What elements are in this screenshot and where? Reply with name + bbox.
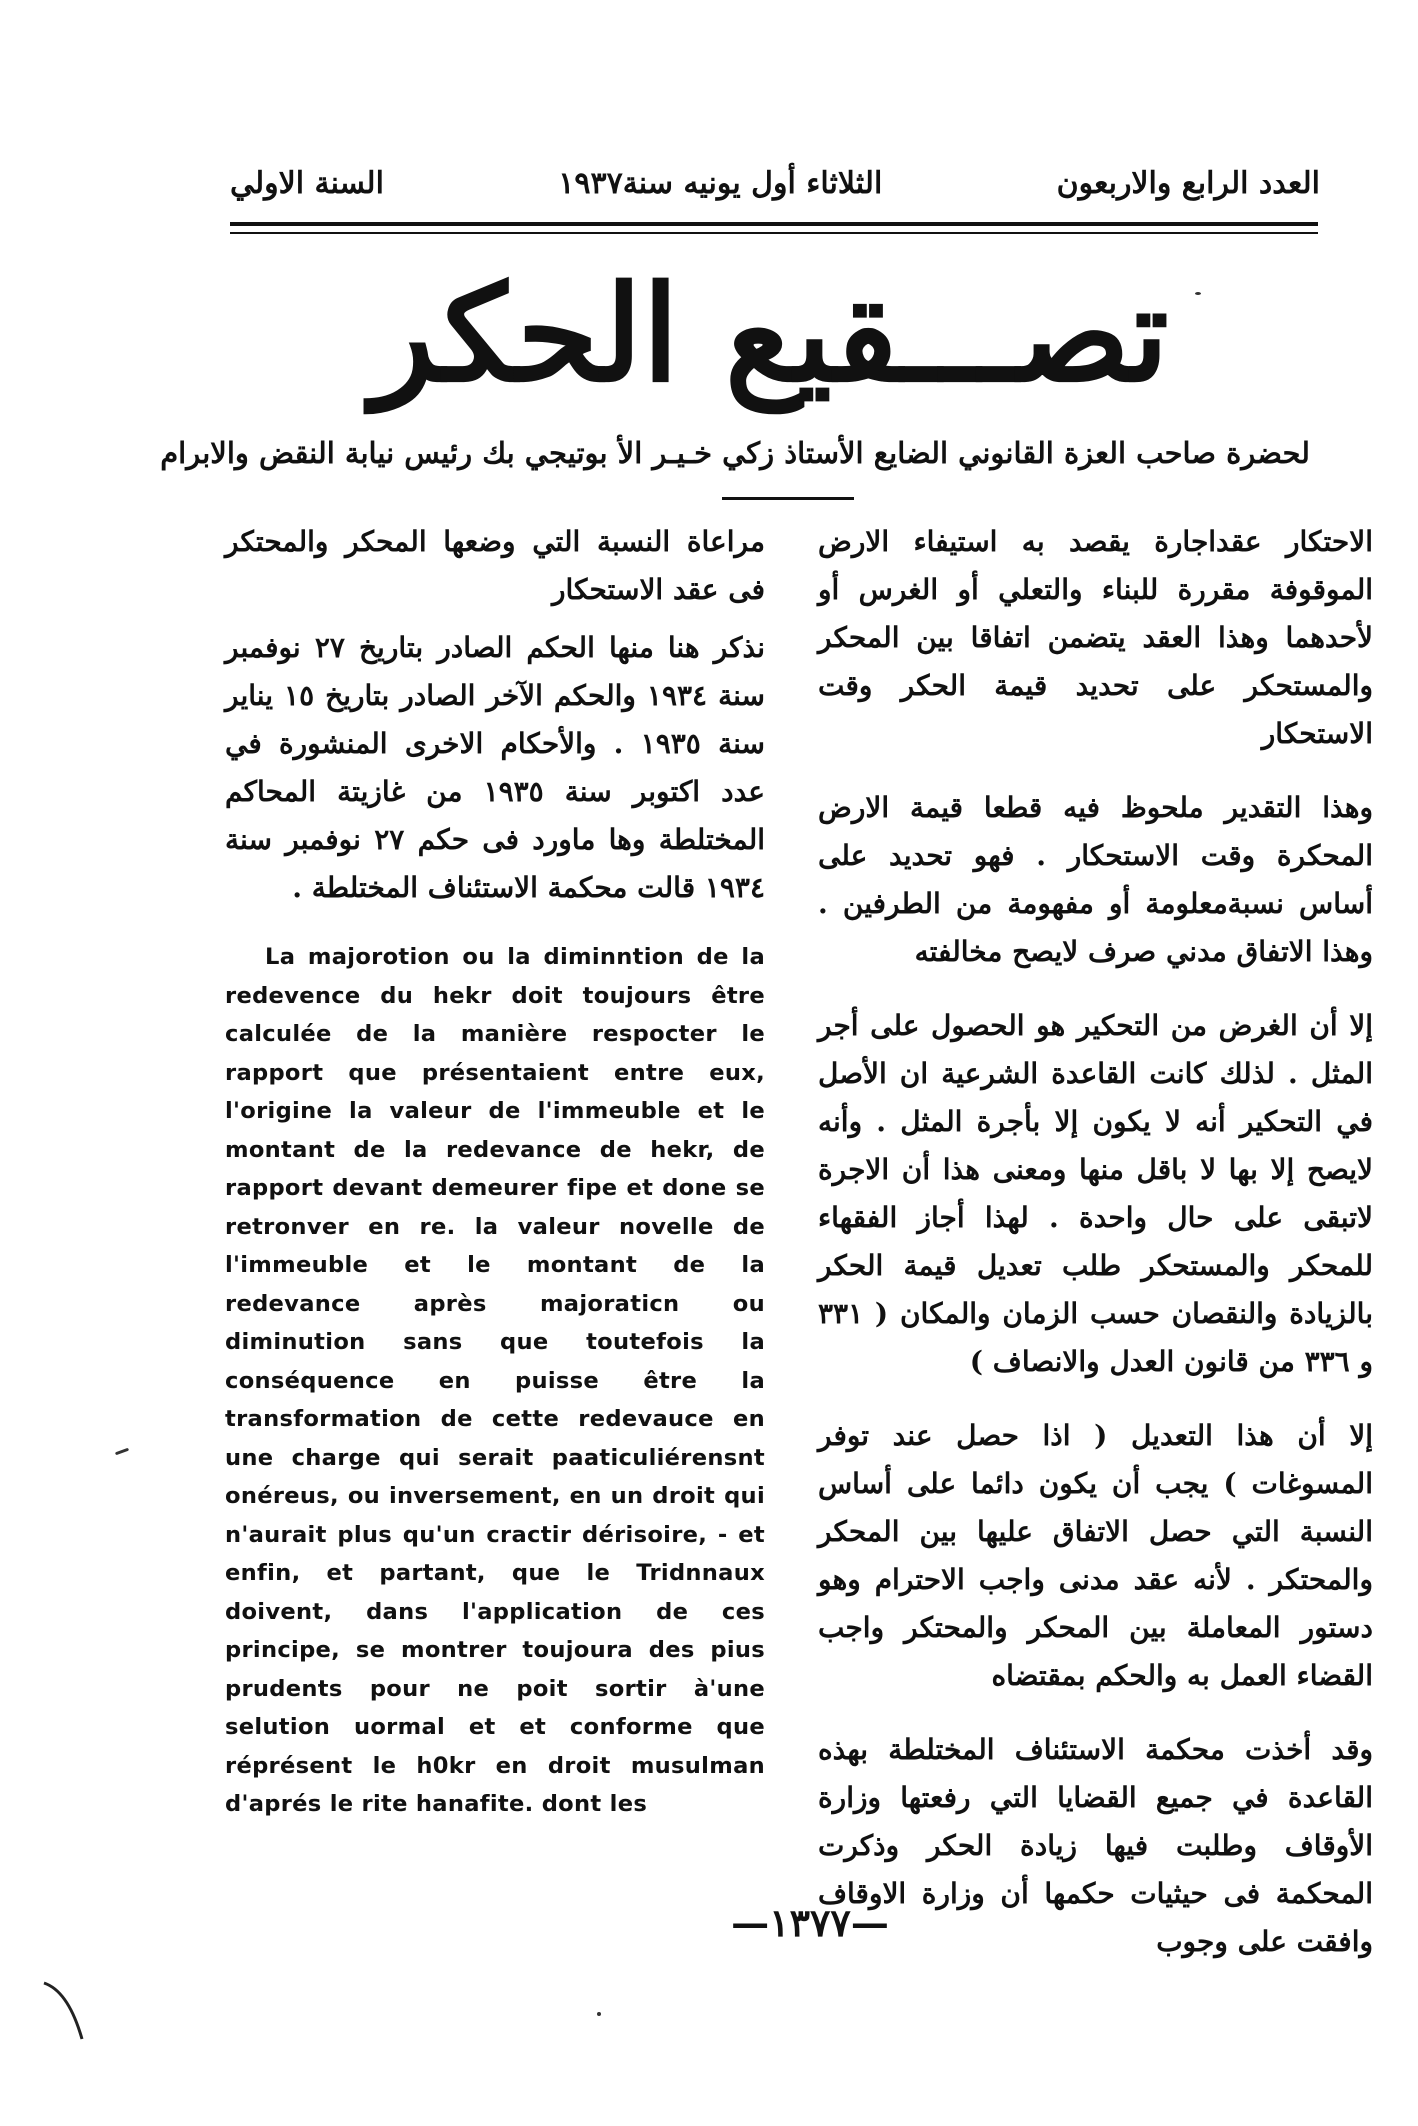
article-byline: لحضرة صاحب العزة القانوني الضايع الأستاذ زكي خـيـر الأ بوتيجي بك رئيس نيابة النقض والابرام: [160, 436, 1310, 470]
print-speck: [1195, 292, 1201, 295]
paragraph: نذكر هنا منها الحكم الصادر بتاريخ ٢٧ نوفمبر سنة ١٩٣٤ والحكم الآخر الصادر بتاريخ ١٥ يناير سنة ١٩٣٥ . والأحكام الاخرى المنشورة في عدد اكتوبر سنة ١٩٣٥ من غازيتة المحاكم المختلطة وها ماورد فى حكم ٢٧ نوفمبر سنة ١٩٣٤ قالت محكمة الاستئناف المختلطة .: [225, 631, 766, 904]
paragraph: إلا أن الغرض من التحكير هو الحصول على أجر المثل . لذلك كانت القاعدة الشرعية ان الأصل في التحكير أنه لا يكون إلا بأجرة المثل . وأنه لايصح إلا بها لا باقل منها ومعنى هذا أن الاجرة لاتبقى على حال واحدة . لهذا أجاز الفقهاء للمحكر والمستحكر طلب تعديل قيمة الحكر بالزيادة والنقصان حسب الزمان والمكان ( ٣٣١ و ٣٣٦ من قانون العدل والانصاف ): [818, 1009, 1373, 1378]
right-column: [818, 518, 1373, 1992]
byline-divider: [722, 497, 854, 500]
paragraph: وهذا التقدير ملحوظ فيه قطعا قيمة الارض المحكرة وقت الاستحكار . فهو تحديد على أساس نسبةمعلومة أو مفهومة من الطرفين . وهذا الاتفاق مدني صرف لايصح مخالفته: [818, 791, 1373, 968]
issue-date: الثلاثاء أول يونيه سنة١٩٣٧: [558, 165, 883, 201]
article-title: تصـــقيع الحكر: [371, 257, 1169, 412]
print-speck: [597, 2012, 601, 2016]
print-speck: [115, 1448, 129, 1456]
masthead: [230, 158, 1320, 208]
paragraph: إلا أن هذا التعديل ( اذا حصل عند توفر المسوغات ) يجب أن يكون دائما على أساس النسبة التي حصل الاتفاق عليها بين المحكر والمحتكر . لأنه عقد مدنى واجب الاحترام وهو دستور المعاملة بين المحكر والمحتكر واجب القضاء العمل به والحكم بمقتضاه: [818, 1419, 1373, 1692]
left-column: [225, 518, 765, 1824]
volume-year: السنة الاولي: [230, 165, 384, 201]
masthead-rule: [230, 222, 1318, 226]
paragraph: مراعاة النسبة التي وضعها المحكر والمحتكر فى عقد الاستحكار: [225, 525, 765, 606]
scan-mark: [40, 1975, 90, 2045]
page-number: —١٣٧٧—: [731, 1900, 889, 1945]
paragraph: الاحتكار عقداجارة يقصد به استيفاء الارض الموقوفة مقررة للبناء والتعلي أو الغرس أو لأحدهما وهذا العقد يتضمن اتفاقا بين المحكر والمستحكر على تحديد قيمة الحكر وقت الاستحكار: [818, 525, 1373, 750]
french-quotation: La majorotion ou la diminntion de la redevence du hekr doit toujours être calculée de la manière respocter le rapport que présentaient entre eux, l'origine la valeur de l'immeuble et le montant de la redevance de hekr, de rapport devant demeurer fipe et done se retronver en re. la valeur novelle de l'immeuble et le montant de la redevance après majoraticn ou diminution sans que toutefois la conséquence en puisse être la transformation de cette redevauce en une charge qui serait paaticuliérensnt onéreus, ou inversement, en un droit qui n'aurait plus qu'un cractir dérisoire, - et enfin, et partant, que le Tridnnaux doivent, dans l'application de ces principe, se montrer toujoura des pius prudents pour ne poit sortir à'une selution uormal et et conforme que réprésent le h0kr en droit musulman d'aprés le rite hanafite. dont les: [225, 944, 765, 1817]
masthead-rule-thin: [230, 232, 1318, 234]
paragraph: وقد أخذت محكمة الاستئناف المختلطة بهذه القاعدة في جميع القضايا التي رفعتها وزارة الأوقاف وطلبت فيها زيادة الحكر وذكرت المحكمة فى حيثيات حكمها أن وزارة الاوقاف وافقت على وجوب: [818, 1733, 1373, 1958]
issue-number: العدد الرابع والاربعون: [1056, 165, 1320, 201]
